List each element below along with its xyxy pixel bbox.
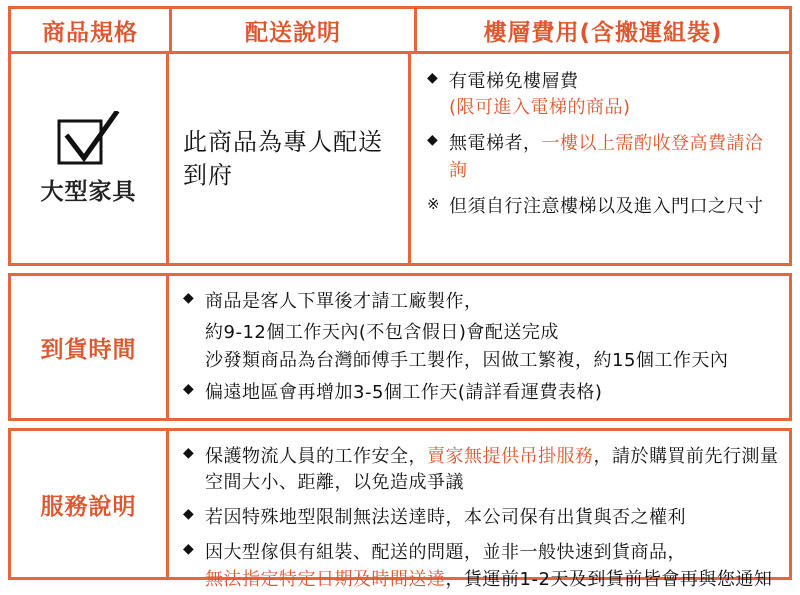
fee-item-text: 但須自行注意樓梯以及進入門口之尺寸: [449, 196, 764, 218]
cell-arrival-time-details: [169, 276, 789, 418]
diamond-bullet-icon: ◆: [427, 132, 438, 149]
header-cell-floor-fee: 樓層費用(含搬運組裝): [483, 19, 723, 46]
service-item-text: 若因特殊地型限制無法送達時，本公司保有出貨與否之權利: [205, 507, 686, 529]
service-item-post: ，請於購買前先行測量: [593, 446, 779, 467]
category-label: 服務說明: [40, 493, 137, 520]
fee-item-sub: (限可進入電梯的商品): [449, 97, 631, 118]
arrival-item-text: 商品是客人下單後才請工廠製作，: [205, 291, 483, 312]
cell-service-notes-details: [169, 431, 789, 591]
arrival-item-text: 偏遠地區會再增加3-5個工作天(請詳看運費表格): [205, 381, 603, 403]
list-item: [183, 288, 779, 315]
cell-category-large-furniture: [11, 54, 169, 263]
cell-floor-fee-details: [411, 54, 789, 263]
table-header-row: [8, 6, 792, 54]
service-item-text: 因大型傢俱有組裝、配送的問題，並非一般快速到貨商品，: [205, 542, 686, 564]
fee-item-main: 無電梯者，: [449, 133, 542, 155]
table-row: [8, 273, 792, 421]
cell-category-arrival-time: [11, 276, 169, 418]
list-item: [183, 379, 779, 406]
fee-item-text: [449, 130, 777, 184]
list-item: [427, 130, 777, 184]
checkmark-box-icon: [56, 111, 122, 167]
table-row: [8, 428, 792, 591]
fee-item-highlight: 一樓以上需酌收登高費請洽詢: [449, 133, 764, 182]
cell-delivery-description: [169, 54, 411, 263]
table-row: [8, 54, 792, 266]
category-label: 到貨時間: [40, 336, 137, 363]
service-item-pre: 保護物流人員的工作安全，: [205, 446, 427, 467]
cell-category-service-notes: [11, 431, 169, 577]
diamond-bullet-icon: ◆: [183, 380, 194, 397]
service-item-text: [205, 443, 779, 496]
note-bullet-icon: ※: [427, 195, 440, 214]
arrival-item-subline: 沙發類商品為台灣師傅手工製作，因做工繁複，約15個工作天內: [205, 349, 729, 371]
diamond-bullet-icon: ◆: [183, 541, 194, 558]
list-item: [183, 504, 779, 531]
diamond-bullet-icon: ◆: [427, 70, 438, 86]
delivery-text: 此商品為專人配送到府: [183, 128, 383, 189]
diamond-bullet-icon: ◆: [183, 445, 194, 461]
service-last-highlight: 無法指定特定日期及時間送達: [205, 569, 446, 591]
fee-item-text: [449, 68, 631, 121]
service-item-subline: 空間大小、距離，以免造成爭議: [205, 472, 464, 493]
list-item: [183, 539, 779, 566]
list-item: [427, 68, 777, 121]
category-label: 大型家具: [40, 179, 137, 205]
service-last-rest: ，貨運前1-2天及到貨前皆會再與您通知: [445, 569, 773, 591]
header-cell-delivery: 配送說明: [172, 9, 417, 51]
diamond-bullet-icon: ◆: [183, 290, 194, 306]
list-item: [183, 443, 779, 496]
list-item: [427, 193, 777, 220]
service-item-highlight: 賣家無提供吊掛服務: [427, 446, 594, 467]
diamond-bullet-icon: ◆: [183, 506, 194, 523]
arrival-item-subline: 約9-12個工作天內(不包含假日)會配送完成: [205, 322, 559, 343]
service-last-line: [205, 566, 779, 594]
header-cell-spec: 商品規格: [11, 9, 172, 51]
fee-item-main: 有電梯免樓層費: [449, 71, 579, 92]
